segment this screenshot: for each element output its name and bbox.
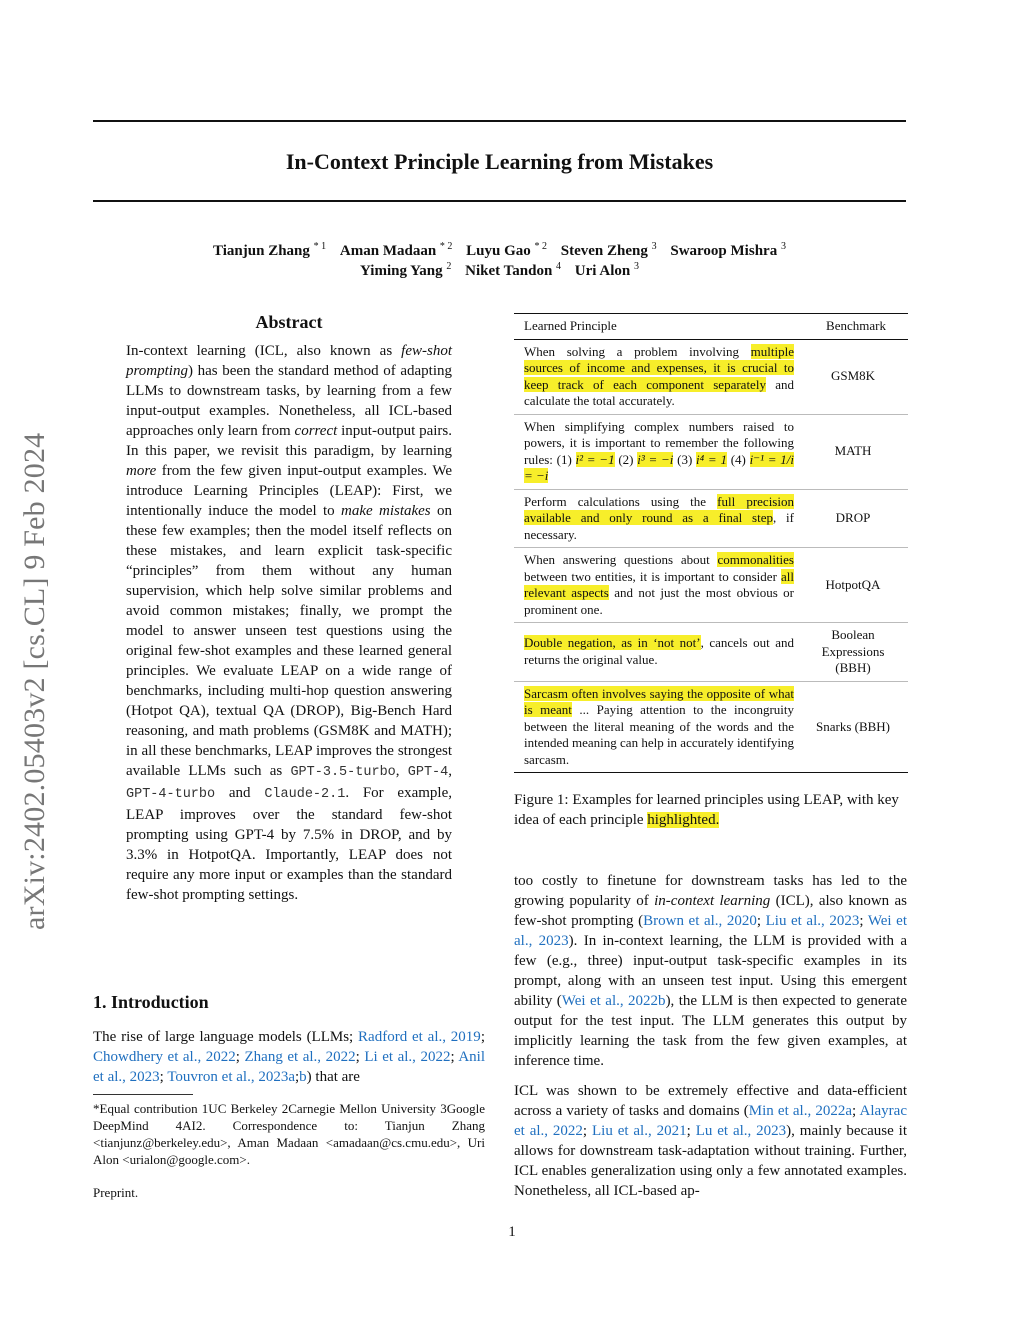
table-row: [514, 489, 908, 548]
citation-link[interactable]: Min et al., 2022a: [748, 1103, 853, 1119]
table-row: [514, 548, 908, 623]
citation-link[interactable]: Wei et al., 2023: [514, 913, 907, 949]
math-highlight: i⁴ = 1: [696, 451, 727, 467]
math-highlight: i³ = −i: [637, 451, 674, 467]
highlight: multiple sources of income and expenses, it is crucial to keep track of each component separately: [524, 343, 794, 392]
citation-link[interactable]: Zhang et al., 2022: [244, 1049, 356, 1065]
math-highlight: i⁻¹ = 1/i = −i: [524, 451, 794, 483]
citation-link[interactable]: Chowdhery et al., 2022: [93, 1049, 236, 1065]
preprint-label: Preprint.: [93, 1185, 139, 1200]
math-highlight: i² = −1: [575, 451, 615, 467]
principle-cell: Perform calculations using the full precision available and only round as a final step, if necessary.: [514, 489, 800, 548]
benchmark-cell: DROP: [800, 489, 908, 548]
citation-link[interactable]: Li et al., 2022: [364, 1049, 451, 1065]
column-header-principle: Learned Principle: [514, 314, 800, 340]
footnote-rule: [93, 1094, 193, 1095]
title-top-rule: [93, 120, 906, 122]
citation-link[interactable]: Wei et al., 2022b: [561, 993, 666, 1009]
author-list-row2: [93, 257, 906, 281]
paper-title: In-Context Principle Learning from Mistakes: [285, 149, 714, 174]
author: Aman Madaan $^{* 2}$: [339, 241, 453, 259]
highlight: Sarcasm often involves saying the opposite of what is meant: [524, 685, 794, 717]
highlight: full precision available and only round as a final step: [524, 493, 794, 525]
author: Yiming Yang $^2$: [360, 261, 452, 279]
benchmark-cell: HotpotQA: [800, 548, 908, 623]
benchmark-cell: Boolean Expressions (BBH): [800, 623, 908, 682]
citation-link[interactable]: Anil et al., 2023: [93, 1049, 486, 1085]
introduction-paragraph: The rise of large language models (LLMs; Radford et al., 2019; Chowdhery et al., 2022; Zhang et al., 2022; Li et al., 2022; Anil et al., 2023; Touvron et al., 2023a;b) that are: [93, 1029, 486, 1085]
author: Luyu Gao $^{* 2}$: [466, 241, 548, 259]
column-header-benchmark: Benchmark: [800, 314, 908, 340]
citation-link[interactable]: Liu et al., 2023: [765, 913, 860, 929]
benchmark-cell: MATH: [800, 414, 908, 489]
citation-link[interactable]: Alayrac et al., 2022: [514, 1103, 907, 1139]
citation-link[interactable]: Liu et al., 2021: [591, 1123, 687, 1139]
author: Steven Zheng $^3$: [560, 241, 657, 259]
benchmark-cell: GSM8K: [800, 339, 908, 414]
table-row: [514, 339, 908, 414]
principle-cell: Double negation, as in ‘not not’, cancels out and returns the original value.: [514, 623, 800, 682]
section-heading-introduction: 1. Introduction: [93, 992, 209, 1012]
page-number: 1: [508, 1224, 516, 1240]
figure-caption: Figure 1: Examples for learned principles using LEAP, with key idea of each principle highlighted.: [514, 792, 899, 828]
citation-link[interactable]: b: [299, 1069, 307, 1085]
highlight: Double negation, as in ‘not not’: [524, 635, 701, 651]
table-row: [514, 681, 908, 773]
principle-cell: When answering questions about commonalities between two entities, it is important to consider all relevant aspects and not just the most obvious or prominent one.: [514, 548, 800, 623]
arxiv-identifier: arXiv:2402.05403v2 [cs.CL] 9 Feb 2024: [18, 432, 51, 930]
highlight: highlighted.: [647, 812, 720, 828]
table-row: [514, 623, 908, 682]
author: Uri Alon $^3$: [574, 261, 639, 279]
author: Tianjun Zhang $^{* 1}$: [213, 241, 327, 259]
footnote-affiliations: *Equal contribution 1UC Berkeley 2Carnegie Mellon University 3Google DeepMind 4AI2. Correspondence to: Tianjun Zhang <tianjunz@berkeley.edu>, Aman Madaan <amadaan@cs.cmu.edu>, Uri Alon <urialon@google.com>.: [93, 1101, 485, 1167]
title-bottom-rule: [93, 200, 906, 202]
highlight: all relevant aspects: [524, 568, 794, 600]
body-paragraph: ICL was shown to be extremely effective and data-efficient across a variety of tasks and domains (Min et al., 2022a; Alayrac et al., 2022; Liu et al., 2021; Lu et al., 2023), mainly because it allows for downstream task-adaptation without training. Further, ICL enables generalization using only a few annotated examples. Nonetheless, all ICL-based ap-: [514, 1083, 908, 1199]
citation-link[interactable]: Lu et al., 2023: [695, 1123, 787, 1139]
author: Swaroop Mishra $^3$: [670, 241, 786, 259]
citation-link[interactable]: Touvron et al., 2023a: [167, 1069, 295, 1085]
citation-link[interactable]: Brown et al., 2020: [643, 913, 757, 929]
body-paragraph: too costly to finetune for downstream tasks has led to the growing popularity of in-context learning (ICL), also known as few-shot prompting (Brown et al., 2020; Liu et al., 2023; Wei et al., 2023). In in-context learning, the LLM is provided with a few (e.g., three) input-output task-specific examples in its prompt, along with an unseen test input. Using this emergent ability (Wei et al., 2022b), the LLM is then expected to generate output for the test input. The LLM generates this output by implicitly learning the task from the few given examples, at inference time.: [514, 873, 908, 1069]
table-row: [514, 414, 908, 489]
benchmark-cell: Snarks (BBH): [800, 681, 908, 773]
principle-cell: When solving a problem involving multiple sources of income and expenses, it is crucial to keep track of each component separately and calculate the total accurately.: [514, 339, 800, 414]
learned-principles-table: [514, 313, 908, 773]
citation-link[interactable]: Radford et al., 2019: [358, 1029, 481, 1045]
highlight: commonalities: [717, 552, 794, 567]
abstract-text: In-context learning (ICL, also known as few-shot prompting) has been the standard method of adapting LLMs to downstream tasks, by learning from a few input-output examples. Nonetheless, all ICL-based approaches only learn from correct input-output pairs. In this paper, we revisit this paradigm, by learning more from the few given input-output examples. We introduce Learning Principles (LEAP): First, we intentionally induce the model to make mistakes on these few examples; then the model itself reflects on these mistakes, and learn explicit task-specific “principles” from them without any human supervision, which help solve similar problems and avoid common mistakes; finally, we prompt the model to answer unseen test questions using the original few-shot examples and these learned general principles. We evaluate LEAP on a wide range of benchmarks, including multi-hop question answering (Hotpot QA), textual QA (DROP), Big-Bench Hard reasoning, and math problems (GSM8K and MATH); in all these benchmarks, LEAP improves the strongest available LLMs such as GPT-3.5-turbo, GPT-4, GPT-4-turbo and Claude-2.1. For example, LEAP improves over the standard few-shot prompting using GPT-4 by 7.5% in DROP, and by 3.3% in HotpotQA. Importantly, LEAP does not require any more input or examples than the standard few-shot prompting settings.: [126, 343, 453, 903]
principle-cell: Sarcasm often involves saying the opposite of what is meant ... Paying attention to the incongruity between the literal meaning of the words and the intended meaning can help in accurately identifying sarcasm.: [514, 681, 800, 773]
author: Niket Tandon $^4$: [465, 261, 562, 279]
principle-cell: When simplifying complex numbers raised to powers, it is important to remember the following rules: (1) i² = −1 (2) i³ = −i (3) i⁴ = 1 (4) i⁻¹ = 1/i = −i: [514, 414, 800, 489]
table-header-row: [514, 314, 908, 340]
abstract-heading: Abstract: [255, 312, 323, 332]
